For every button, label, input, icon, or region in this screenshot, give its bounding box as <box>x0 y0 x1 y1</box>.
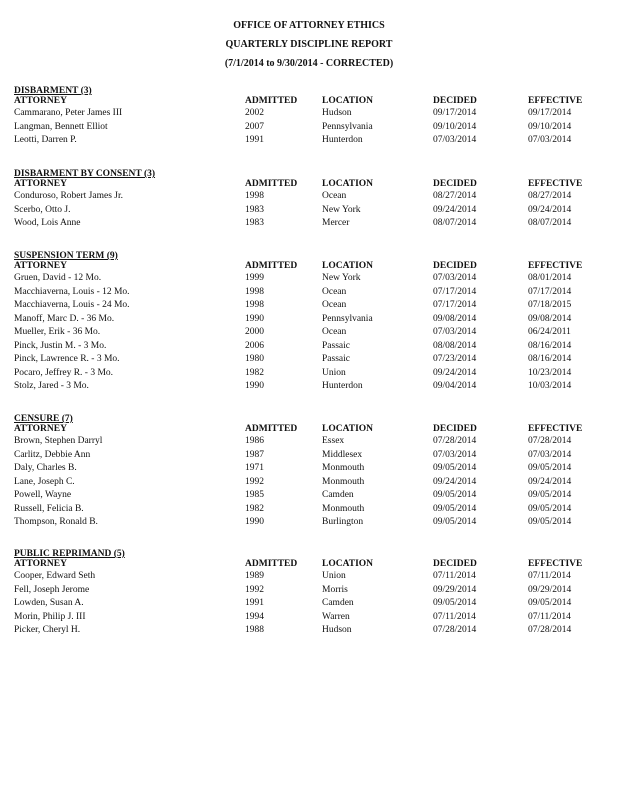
location-cell: Ocean <box>322 286 347 297</box>
table-row <box>14 286 604 300</box>
effective-cell: 09/24/2014 <box>528 204 572 215</box>
decided-cell: 07/03/2014 <box>433 273 477 283</box>
location-cell: New York <box>322 204 361 215</box>
table-row <box>14 503 604 517</box>
location-cell: Ocean <box>322 191 347 201</box>
section-title: SUSPENSION TERM (9) <box>14 251 118 261</box>
admitted-cell: 1982 <box>245 367 264 378</box>
admitted-cell: 1998 <box>245 300 264 310</box>
location-cell: Monmouth <box>322 503 365 514</box>
admitted-cell: 1994 <box>245 611 264 622</box>
decided-cell: 07/28/2014 <box>433 625 477 635</box>
table-row <box>14 121 604 135</box>
decided-cell: 09/05/2014 <box>433 517 477 527</box>
admitted-cell: 1983 <box>245 218 264 228</box>
column-header-admitted: ADMITTED <box>245 179 298 189</box>
admitted-cell: 1980 <box>245 354 264 364</box>
effective-cell: 09/05/2014 <box>528 598 572 608</box>
admitted-cell: 1998 <box>245 286 264 297</box>
report-header <box>0 16 618 73</box>
table-row <box>14 380 604 394</box>
attorney-cell: Leotti, Darren P. <box>14 135 77 145</box>
decided-cell: 07/03/2014 <box>433 135 477 145</box>
location-cell: Ocean <box>322 300 347 310</box>
admitted-cell: 1990 <box>245 381 264 391</box>
table-row <box>14 489 604 503</box>
column-header-location: LOCATION <box>322 559 374 569</box>
admitted-cell: 2002 <box>245 108 264 118</box>
effective-cell: 08/01/2014 <box>528 273 572 283</box>
decided-cell: 09/04/2014 <box>433 381 477 391</box>
effective-cell: 07/28/2014 <box>528 625 572 635</box>
location-cell: Warren <box>322 611 350 622</box>
attorney-cell: Stolz, Jared - 3 Mo. <box>14 381 89 391</box>
location-cell: Mercer <box>322 218 350 228</box>
location-cell: Passaic <box>322 340 350 351</box>
attorney-cell: Scerbo, Otto J. <box>14 204 71 215</box>
decided-cell: 07/03/2014 <box>433 327 477 337</box>
attorney-cell: Pinck, Justin M. - 3 Mo. <box>14 340 107 351</box>
location-cell: Pennsylvania <box>322 121 373 132</box>
decided-cell: 09/29/2014 <box>433 584 477 595</box>
decided-cell: 07/17/2014 <box>433 300 477 310</box>
effective-cell: 10/03/2014 <box>528 381 572 391</box>
section-title: DISBARMENT (3) <box>14 86 92 96</box>
table-row <box>14 597 604 611</box>
table-row <box>14 584 604 598</box>
admitted-cell: 1982 <box>245 503 264 514</box>
admitted-cell: 2006 <box>245 340 264 351</box>
column-header-attorney: ATTORNEY <box>14 559 67 569</box>
location-cell: Union <box>322 367 346 378</box>
admitted-cell: 2000 <box>245 327 264 337</box>
column-header-effective: EFFECTIVE <box>528 559 583 569</box>
location-cell: Hunterdon <box>322 135 363 145</box>
report-title: QUARTERLY DISCIPLINE REPORT <box>225 39 393 50</box>
admitted-cell: 1991 <box>245 598 264 608</box>
effective-cell: 07/11/2014 <box>528 611 571 622</box>
table-row <box>14 462 604 476</box>
decided-cell: 08/07/2014 <box>433 218 477 228</box>
decided-cell: 09/24/2014 <box>433 367 477 378</box>
table-row <box>14 204 604 218</box>
decided-cell: 08/08/2014 <box>433 340 477 351</box>
column-header-decided: DECIDED <box>433 96 477 106</box>
attorney-cell: Cooper, Edward Seth <box>14 571 96 581</box>
report-period: (7/1/2014 to 9/30/2014 - CORRECTED) <box>224 58 394 69</box>
attorney-cell: Lowden, Susan A. <box>14 598 84 608</box>
column-header-effective: EFFECTIVE <box>528 261 583 271</box>
location-cell: Middlesex <box>322 449 363 460</box>
location-cell: Burlington <box>322 517 364 527</box>
location-cell: Morris <box>322 584 348 595</box>
effective-cell: 09/17/2014 <box>528 108 572 118</box>
attorney-cell: Cammarano, Peter James III <box>14 108 123 118</box>
location-cell: Passaic <box>322 354 350 364</box>
admitted-cell: 1983 <box>245 204 264 215</box>
table-row <box>14 611 604 625</box>
table-row <box>14 326 604 340</box>
admitted-cell: 1990 <box>245 517 264 527</box>
decided-cell: 07/28/2014 <box>433 436 477 446</box>
table-row <box>14 107 604 121</box>
admitted-cell: 1990 <box>245 313 264 324</box>
section-censure <box>14 414 604 530</box>
office-title: OFFICE OF ATTORNEY ETHICS <box>233 20 385 31</box>
column-header-decided: DECIDED <box>433 424 477 434</box>
column-header-effective: EFFECTIVE <box>528 179 583 189</box>
decided-cell: 09/05/2014 <box>433 503 477 514</box>
effective-cell: 09/05/2014 <box>528 463 572 473</box>
admitted-cell: 1988 <box>245 625 264 635</box>
column-header-location: LOCATION <box>322 424 374 434</box>
column-header-row <box>14 261 604 272</box>
table-row <box>14 353 604 367</box>
section-title: DISBARMENT BY CONSENT (3) <box>14 169 156 179</box>
table-row <box>14 516 604 530</box>
column-header-row <box>14 559 604 570</box>
column-header-attorney: ATTORNEY <box>14 179 67 189</box>
decided-cell: 09/05/2014 <box>433 598 477 608</box>
effective-cell: 07/03/2014 <box>528 449 572 460</box>
effective-cell: 10/23/2014 <box>528 367 572 378</box>
decided-cell: 09/05/2014 <box>433 490 477 500</box>
decided-cell: 09/10/2014 <box>433 121 477 132</box>
table-row <box>14 624 604 638</box>
attorney-cell: Carlitz, Debbie Ann <box>14 449 91 460</box>
location-cell: Hudson <box>322 625 352 635</box>
decided-cell: 08/27/2014 <box>433 191 477 201</box>
admitted-cell: 2007 <box>245 121 264 132</box>
location-cell: New York <box>322 273 361 283</box>
location-cell: Pennsylvania <box>322 313 373 324</box>
table-row <box>14 217 604 231</box>
attorney-cell: Brown, Stephen Darryl <box>14 436 103 446</box>
admitted-cell: 1999 <box>245 273 264 283</box>
column-header-decided: DECIDED <box>433 559 477 569</box>
admitted-cell: 1998 <box>245 191 264 201</box>
column-header-effective: EFFECTIVE <box>528 424 583 434</box>
effective-cell: 08/16/2014 <box>528 354 572 364</box>
column-header-admitted: ADMITTED <box>245 261 298 271</box>
column-header-attorney: ATTORNEY <box>14 261 67 271</box>
attorney-cell: Fell, Joseph Jerome <box>14 584 90 595</box>
admitted-cell: 1992 <box>245 584 264 595</box>
admitted-cell: 1971 <box>245 463 264 473</box>
effective-cell: 07/18/2015 <box>528 300 572 310</box>
effective-cell: 07/03/2014 <box>528 135 572 145</box>
table-row <box>14 190 604 204</box>
location-cell: Union <box>322 571 346 581</box>
column-header-admitted: ADMITTED <box>245 559 298 569</box>
attorney-cell: Thompson, Ronald B. <box>14 517 98 527</box>
attorney-cell: Pocaro, Jeffrey R. - 3 Mo. <box>14 367 114 378</box>
effective-cell: 08/16/2014 <box>528 340 572 351</box>
effective-cell: 09/08/2014 <box>528 313 572 324</box>
section-disbarment <box>14 86 604 148</box>
attorney-cell: Russell, Felicia B. <box>14 503 84 514</box>
column-header-effective: EFFECTIVE <box>528 96 583 106</box>
column-header-admitted: ADMITTED <box>245 96 298 106</box>
attorney-cell: Langman, Bennett Elliot <box>14 121 108 132</box>
effective-cell: 07/28/2014 <box>528 436 572 446</box>
effective-cell: 09/24/2014 <box>528 476 572 487</box>
attorney-cell: Manoff, Marc D. - 36 Mo. <box>14 313 115 324</box>
attorney-cell: Gruen, David - 12 Mo. <box>14 273 102 283</box>
table-row <box>14 570 604 584</box>
effective-cell: 09/05/2014 <box>528 517 572 527</box>
attorney-cell: Conduroso, Robert James Jr. <box>14 191 123 201</box>
column-header-row <box>14 96 604 107</box>
decided-cell: 07/11/2014 <box>433 611 476 622</box>
attorney-cell: Wood, Lois Anne <box>14 218 81 228</box>
effective-cell: 08/27/2014 <box>528 191 572 201</box>
attorney-cell: Macchiaverna, Louis - 24 Mo. <box>14 300 130 310</box>
effective-cell: 09/10/2014 <box>528 121 572 132</box>
table-row <box>14 313 604 327</box>
table-row <box>14 449 604 463</box>
location-cell: Monmouth <box>322 463 365 473</box>
decided-cell: 09/05/2014 <box>433 463 477 473</box>
table-row <box>14 435 604 449</box>
column-header-decided: DECIDED <box>433 179 477 189</box>
table-row <box>14 272 604 286</box>
location-cell: Ocean <box>322 327 347 337</box>
column-header-location: LOCATION <box>322 96 374 106</box>
location-cell: Hudson <box>322 108 352 118</box>
effective-cell: 07/11/2014 <box>528 571 571 581</box>
table-row <box>14 367 604 381</box>
table-row <box>14 340 604 354</box>
column-header-row <box>14 424 604 435</box>
admitted-cell: 1987 <box>245 449 264 460</box>
attorney-cell: Picker, Cheryl H. <box>14 625 81 635</box>
admitted-cell: 1991 <box>245 135 264 145</box>
table-row <box>14 299 604 313</box>
decided-cell: 07/17/2014 <box>433 286 477 297</box>
section-title: CENSURE (7) <box>14 414 73 424</box>
table-row <box>14 134 604 148</box>
location-cell: Monmouth <box>322 476 365 487</box>
effective-cell: 07/17/2014 <box>528 286 572 297</box>
decided-cell: 07/03/2014 <box>433 449 477 460</box>
admitted-cell: 1992 <box>245 476 264 487</box>
column-header-location: LOCATION <box>322 179 374 189</box>
attorney-cell: Macchiaverna, Louis - 12 Mo. <box>14 286 130 297</box>
effective-cell: 09/29/2014 <box>528 584 572 595</box>
decided-cell: 07/11/2014 <box>433 571 476 581</box>
admitted-cell: 1989 <box>245 571 264 581</box>
decided-cell: 09/08/2014 <box>433 313 477 324</box>
column-header-row <box>14 179 604 190</box>
location-cell: Essex <box>322 436 345 446</box>
decided-cell: 09/24/2014 <box>433 204 477 215</box>
section-suspension-term <box>14 251 604 394</box>
section-title: PUBLIC REPRIMAND (5) <box>14 549 125 559</box>
attorney-cell: Pinck, Lawrence R. - 3 Mo. <box>14 354 120 364</box>
decided-cell: 09/24/2014 <box>433 476 477 487</box>
location-cell: Camden <box>322 598 354 608</box>
admitted-cell: 1986 <box>245 436 264 446</box>
location-cell: Camden <box>322 490 354 500</box>
section-disbarment-by-consent <box>14 169 604 231</box>
table-row <box>14 476 604 490</box>
effective-cell: 06/24/2011 <box>528 327 571 337</box>
attorney-cell: Mueller, Erik - 36 Mo. <box>14 327 101 337</box>
column-header-attorney: ATTORNEY <box>14 424 67 434</box>
attorney-cell: Morin, Philip J. III <box>14 611 86 622</box>
column-header-attorney: ATTORNEY <box>14 96 67 106</box>
attorney-cell: Lane, Joseph C. <box>14 476 75 487</box>
effective-cell: 09/05/2014 <box>528 490 572 500</box>
admitted-cell: 1985 <box>245 490 264 500</box>
decided-cell: 09/17/2014 <box>433 108 477 118</box>
effective-cell: 09/05/2014 <box>528 503 572 514</box>
section-public-reprimand <box>14 549 604 638</box>
location-cell: Hunterdon <box>322 381 363 391</box>
column-header-location: LOCATION <box>322 261 374 271</box>
attorney-cell: Daly, Charles B. <box>14 463 77 473</box>
decided-cell: 07/23/2014 <box>433 354 477 364</box>
column-header-decided: DECIDED <box>433 261 477 271</box>
column-header-admitted: ADMITTED <box>245 424 298 434</box>
effective-cell: 08/07/2014 <box>528 218 572 228</box>
attorney-cell: Powell, Wayne <box>14 490 72 500</box>
